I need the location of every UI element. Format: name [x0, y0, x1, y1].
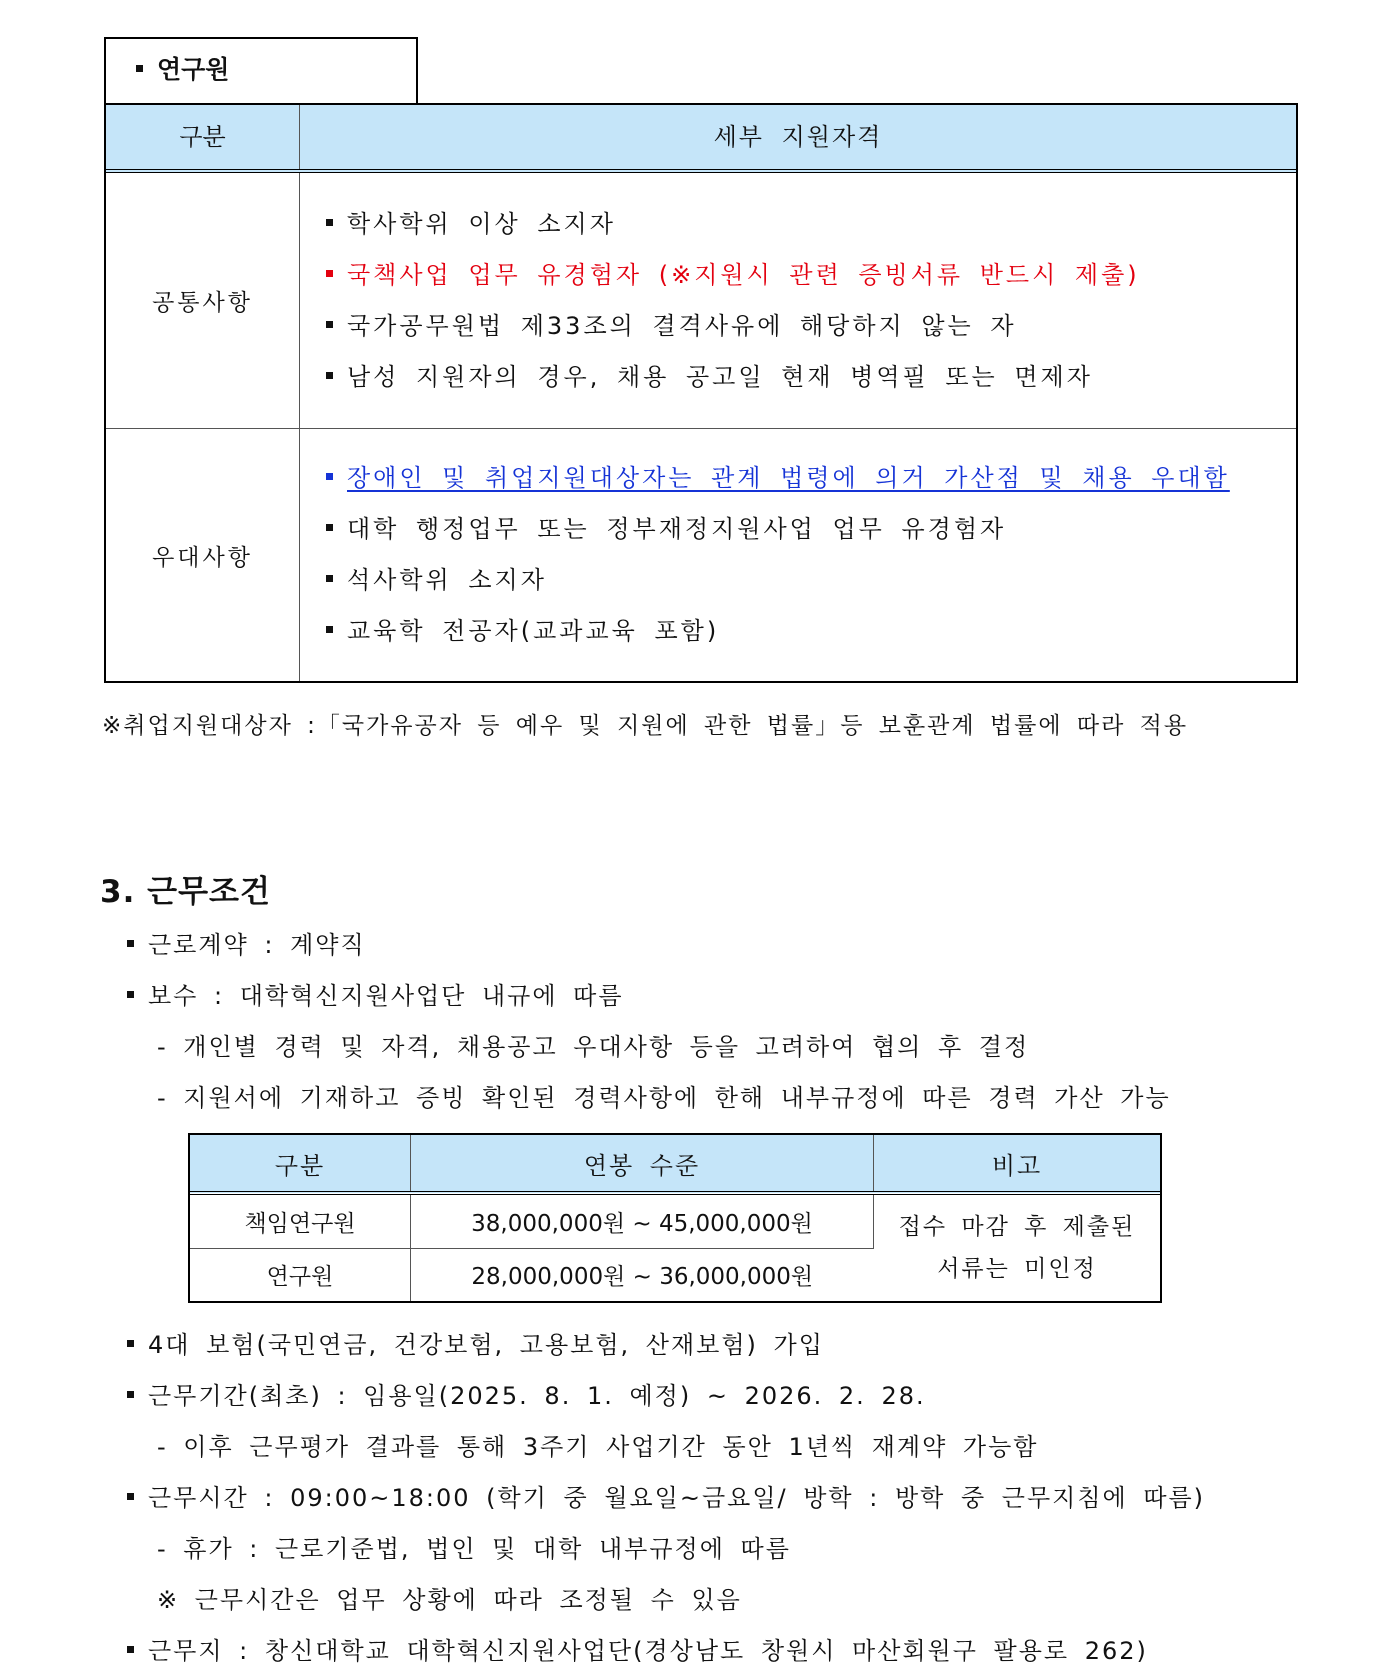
- note-line: 접수 마감 후 제출된: [898, 1214, 1136, 1240]
- hours-line: 근무시간 : 09:00~18:00 (학기 중 월요일~금요일/ 방학 : 방학 중 근무지침에 따름): [127, 1478, 1205, 1513]
- list-item: 대학 행정업무 또는 정부재정지원사업 업무 유경험자: [326, 512, 1230, 563]
- list-item: 남성 지원자의 경우, 채용 공고일 현재 병역필 또는 면제자: [326, 360, 1140, 411]
- pay-sub-line: - 개인별 경력 및 자격, 채용공고 우대사항 등을 고려하여 협의 후 결정: [157, 1033, 1030, 1061]
- preference-row: [106, 429, 1296, 681]
- hours-sub-line: - 휴가 : 근로기준법, 법인 및 대학 내부규정에 따름: [157, 1535, 791, 1563]
- list-item: 국가공무원법 제33조의 결격사유에 해당하지 않는 자: [326, 309, 1140, 360]
- period-line: 근무기간(최초) : 임용일(2025. 8. 1. 예정) ~ 2026. 2. 28.: [127, 1376, 926, 1411]
- role-title: 연구원: [136, 55, 229, 84]
- role-title-box: [104, 37, 418, 103]
- contract-line: 근로계약 : 계약직: [127, 925, 366, 960]
- insurance-line: 4대 보험(국민연금, 건강보험, 고용보험, 산재보험) 가입: [127, 1325, 824, 1360]
- preference-link-text: 장애인 및 취업지원대상자는 관계 법령에 의거 가산점 및 채용 우대함: [347, 464, 1230, 492]
- grade-cell: 연구원: [190, 1248, 411, 1301]
- eligibility-footnote: ※취업지원대상자 :「국가유공자 등 예우 및 지원에 관한 법률」등 보훈관계 법률에 따라 적용: [102, 713, 1189, 739]
- location-line: 근무지 : 창신대학교 대학혁신지원사업단(경상남도 창원시 마산회원구 팔용로 262): [127, 1631, 1148, 1666]
- salary-cell: 28,000,000원 ~ 36,000,000원: [411, 1248, 874, 1301]
- header-salary: 연봉 수준: [411, 1135, 874, 1193]
- period-sub-line: - 이후 근무평가 결과를 통해 3주기 사업기간 동안 1년씩 재계약 가능함: [157, 1433, 1039, 1461]
- salary-cell: 38,000,000원 ~ 45,000,000원: [411, 1193, 874, 1248]
- common-list: [326, 207, 1140, 411]
- pay-line: 보수 : 대학혁신지원사업단 내규에 따름: [127, 976, 624, 1011]
- section-title: 3. 근무조건: [100, 874, 271, 910]
- note-cell: [874, 1193, 1161, 1301]
- header-details: 세부 지원자격: [713, 123, 883, 151]
- table-row: [190, 1193, 1160, 1248]
- preference-list: [326, 461, 1230, 665]
- qualification-table-header: [106, 105, 1296, 173]
- qualification-table: [104, 103, 1298, 683]
- list-item-highlight: 국책사업 업무 유경험자 (※지원시 관련 증빙서류 반드시 제출): [326, 258, 1140, 309]
- header-grade: 구분: [190, 1135, 411, 1193]
- salary-table: [188, 1133, 1162, 1303]
- pay-sub-line: - 지원서에 기재하고 증빙 확인된 경력사항에 한해 내부규정에 따른 경력 가산 가능: [157, 1084, 1171, 1112]
- header-note: 비고: [874, 1135, 1161, 1193]
- note-line: 서류는 미인정: [937, 1256, 1097, 1282]
- preference-label: 우대사항: [106, 429, 300, 681]
- hours-sub-line: ※ 근무시간은 업무 상황에 따라 조정될 수 있음: [157, 1586, 742, 1614]
- header-category: 구분: [106, 105, 300, 169]
- grade-cell: 책임연구원: [190, 1193, 411, 1248]
- list-item: 석사학위 소지자: [326, 563, 1230, 614]
- list-item: 학사학위 이상 소지자: [326, 207, 1140, 258]
- common-requirements-row: [106, 173, 1296, 429]
- salary-table-header: [190, 1135, 1160, 1193]
- list-item-preference: [326, 461, 1230, 512]
- list-item: 교육학 전공자(교과교육 포함): [326, 614, 1230, 665]
- common-label: 공통사항: [106, 173, 300, 428]
